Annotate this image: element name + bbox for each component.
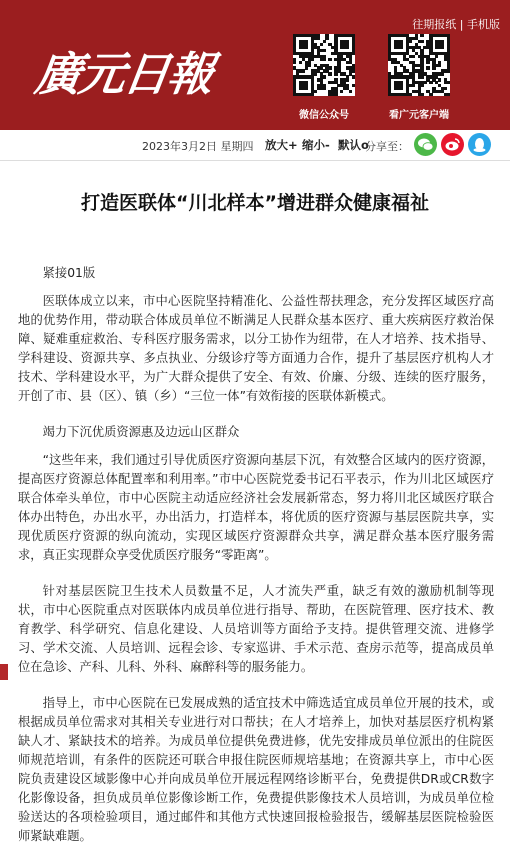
weibo-icon[interactable] [441,133,464,156]
qr-module [441,72,444,75]
qr-module [409,40,412,43]
mobile-version-link[interactable]: 手机版 [467,18,500,31]
qr-module [334,72,337,75]
qr-module [400,87,403,90]
qr-module [426,66,429,69]
toolbar-divider [0,160,510,161]
qr-module [435,55,438,58]
qr-module [305,87,308,90]
qr-module [426,61,429,64]
qr-module [409,93,412,96]
qr-module [420,75,423,78]
qr-module [352,52,355,55]
qr-module [447,81,450,84]
article-title: 打造医联体“川北样本”增进群众健康福祉 [81,192,429,214]
qr-module [352,69,355,72]
qr-module [323,87,326,90]
qr-module [438,64,441,67]
qr-module [311,93,314,96]
qr-module [400,46,403,49]
font-default-button[interactable]: 默认o [338,138,369,152]
qr-module [444,87,447,90]
qr-module [320,43,323,46]
app-qr-caption: 看广元客户端 [389,110,449,121]
newspaper-logo[interactable]: 廣元日報 [31,47,216,101]
qr-module [334,93,337,96]
qr-module [314,72,317,75]
qr-module [325,37,328,40]
qr-module [420,34,423,37]
article-subheading: 竭力下沉优质资源惠及边远山区群众 [42,425,240,439]
article-continuation-note: 紧接01版 [42,266,96,280]
qr-module [299,61,302,64]
article-paragraph: “这些年来，我们通过引导优质医疗资源向基层下沉，有效整合区域内的医疗资源，提高医疗资源总体配置率和利用率。”市中心医院党委书记石平表示，作为川北区域医疗联合体牵头单位，市中心医院主动适应经济社会发展新常态，努力将川北区域医疗联合体办出特色，办出水平，办出活力，打造样本，将优质的医疗资源与基层医院共享，实现优质医疗资源的纵向流动，实现区域医疗资源群众共享，满足群众基本医疗服务需求，真正实现群众享受优质医疗服务“零距离”。 [18,453,494,562]
qr-module [293,61,296,64]
masthead [0,0,510,130]
share-label: 分享至： [365,140,409,153]
qr-module [305,66,308,69]
article-body [18,264,494,863]
qr-module [349,90,352,93]
qr-module [323,49,326,52]
font-enlarge-button[interactable]: 放大+ [265,138,298,152]
qr-module [429,81,432,84]
wechat-qr-caption: 微信公众号 [299,110,349,121]
qr-module [323,58,326,61]
qr-module [429,93,432,96]
link-separator: | [459,18,464,31]
qr-module [441,46,444,49]
qr-module [447,69,450,72]
qr-module [323,75,326,78]
qr-module [423,81,426,84]
qr-module [323,40,326,43]
qr-module [328,72,331,75]
qr-module [420,40,423,43]
top-links [412,16,500,32]
qr-module [328,58,331,61]
qr-module [447,93,450,96]
app-qr-code [388,34,450,96]
past-issues-link[interactable]: 往期报纸 [412,18,457,31]
qr-module [352,75,355,78]
article-paragraph: 针对基层医院卫生技术人员数量不足，人才流失严重，缺乏有效的激励机制等现状，市中心医院重点对医联体内成员单位进行指导、帮助，在医院管理、医疗技术、教育教学、科学研究、信息化建设、人员培训等方面给予支持。提供管理交流、进修学习、学术交流、人员培训、远程会诊、专家巡讲、手术示范、查房示范等，提高成员单位在急诊、产科、儿科、外科、麻醉科等的服务能力。 [18,584,494,674]
qr-module [420,93,423,96]
side-marker [0,664,8,680]
qr-module [314,90,317,93]
article-paragraph: 指导上，市中心医院在已发展成熟的适宜技术中筛选适宜成员单位开展的技术，或根据成员单位需求对其相关专业进行对口帮扶；在人才培养上，加快对基层医疗机构紧缺人才、紧缺技术的培养。为成员单位提供免费进修，优先安排成员单位派出的住院医师规范培训，有条件的医院还可联合申报住院医师规培基地；在资源共享上，市中心医院负责建设区域影像中心并向成员单位开展远程网络诊断平台，免费提供DR或CR数字化影像设备，担负成员单位影像诊断工作，免费提供影像技术人员培训，为成员单位检验送达的各项检验项目，通过邮件和其他方式快速回报检验报告，缓解基层医院检验医师紧缺难题。 [18,696,494,843]
qr-module [346,46,349,49]
issue-date: 2023年3月2日 星期四 [142,140,254,153]
qr-module [340,90,343,93]
qr-module [412,55,415,58]
font-shrink-button[interactable]: 缩小- [302,138,330,152]
wechat-icon[interactable] [414,133,437,156]
qr-module [308,64,311,67]
qq-icon[interactable] [468,133,491,156]
qr-module [412,84,415,87]
qr-module [346,78,349,81]
qr-module [432,66,435,69]
qr-module [352,84,355,87]
qr-module [311,58,314,61]
qr-module [420,84,423,87]
qr-module [317,37,320,40]
wechat-qr-code [293,34,355,96]
qr-module [302,69,305,72]
article-paragraph: 医联体成立以来，市中心医院坚持精准化、公益性帮扶理念，充分发挥区域医疗高地的优势作用，带动联合体成员单位不断满足人民群众基本医疗、重大疾病医疗救治保障、疑难重症救治、专科医疗服务需求，以分工协作为纽带，在人才培养、技术指导、学科建设、资源共享、多点执业、分级诊疗等方面通力合作，提升了基层医疗机构人才技术、学科建设水平，为广大群众提供了安全、有效、价廉、分级、连续的医疗服务，开创了市、县（区）、镇（乡）“三位一体”有效衔接的医联体新模式。 [18,294,494,403]
qr-module [328,66,331,69]
qr-module [438,78,441,81]
qr-module [305,46,308,49]
